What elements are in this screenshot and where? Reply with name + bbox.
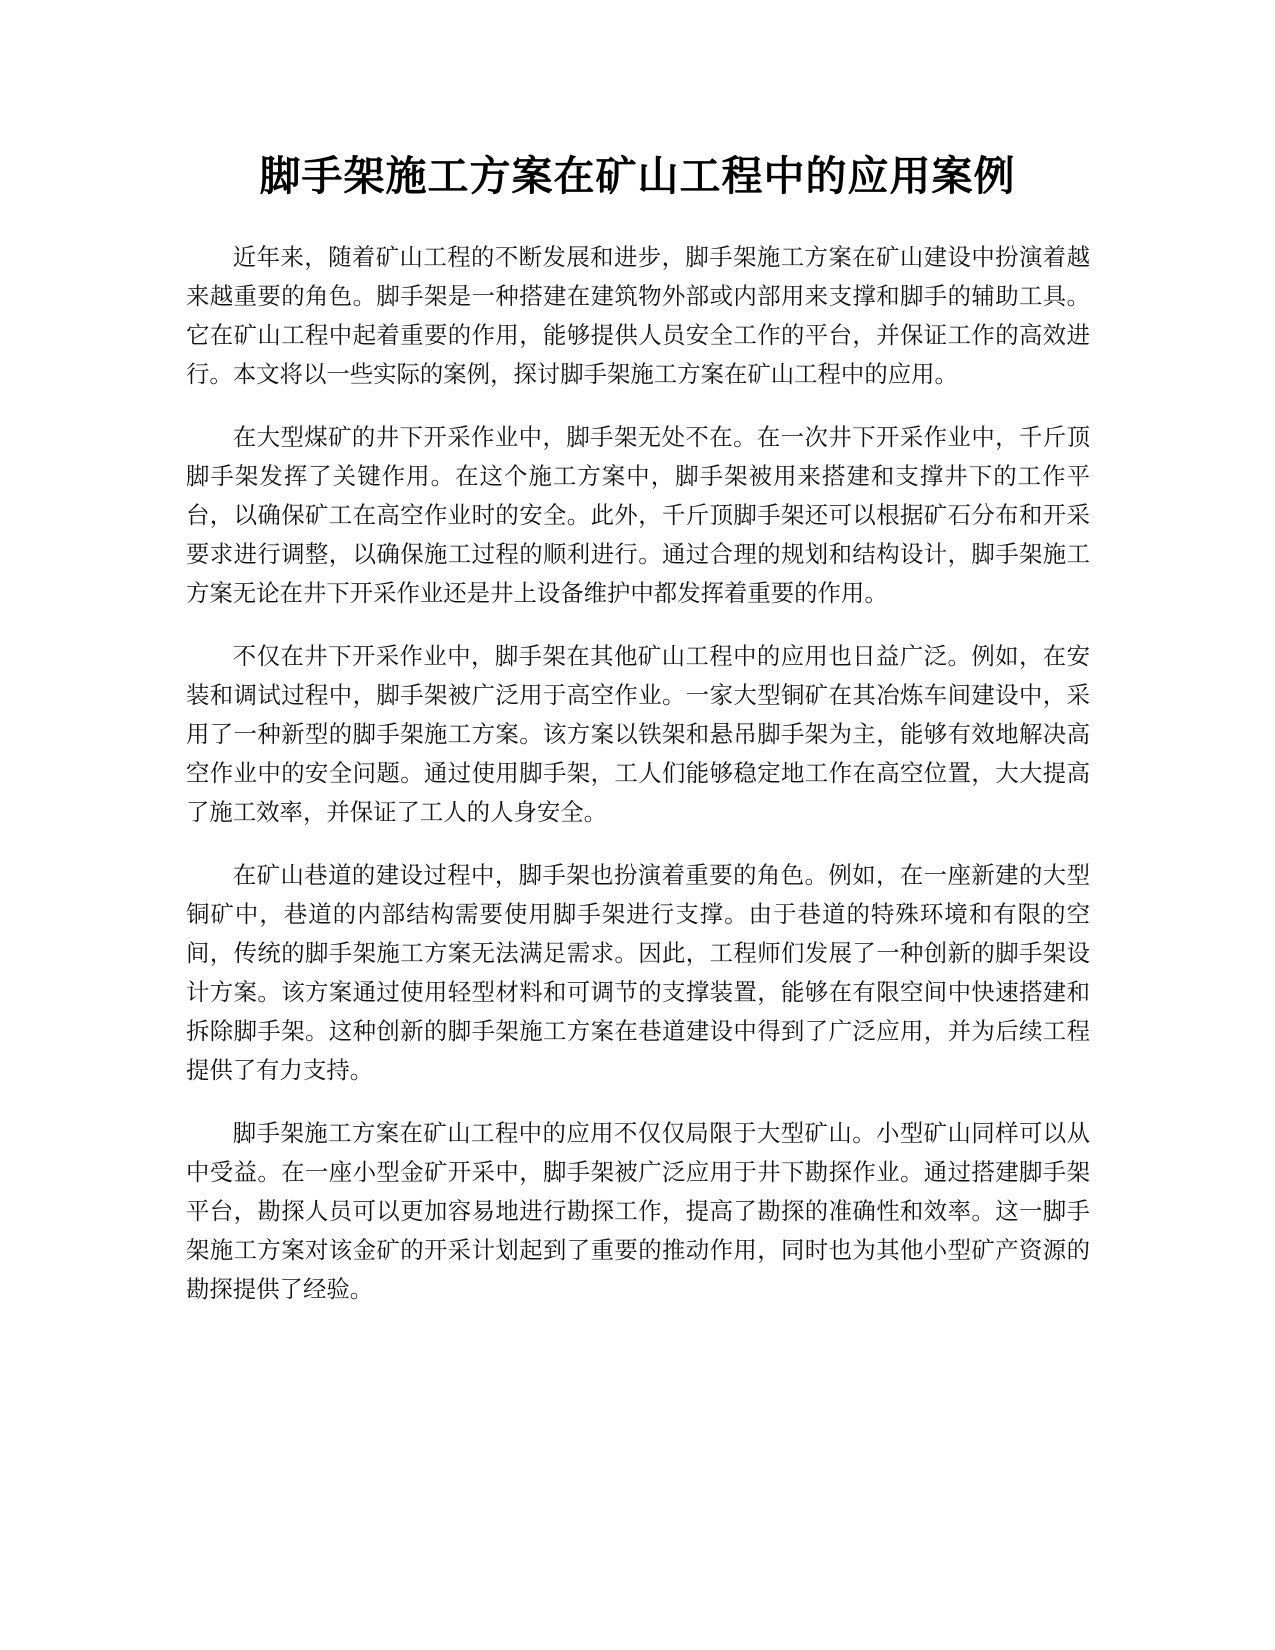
document-title: 脚手架施工方案在矿山工程中的应用案例 <box>259 152 1016 200</box>
paragraph-4: 在矿山巷道的建设过程中，脚手架也扮演着重要的角色。例如，在一座新建的大型铜矿中，巷道的内部结构需要使用脚手架进行支撑。由于巷道的特殊环境和有限的空间，传统的脚手架施工方案无法满足需求。因此，工程师们发展了一种创新的脚手架设计方案。该方案通过使用轻型材料和可调节的支撑装置，能够在有限空间中快速搭建和拆除脚手架。这种创新的脚手架施工方案在巷道建设中得到了广泛应用，并为后续工程提供了有力支持。 <box>186 861 1090 1084</box>
document-body <box>186 238 1090 1333</box>
paragraph-2: 在大型煤矿的井下开采作业中，脚手架无处不在。在一次井下开采作业中，千斤顶脚手架发挥了关键作用。在这个施工方案中，脚手架被用来搭建和支撑井下的工作平台，以确保矿工在高空作业时的安全。此外，千斤顶脚手架还可以根据矿石分布和开采要求进行调整，以确保施工过程的顺利进行。通过合理的规划和结构设计，脚手架施工方案无论在井下开采作业还是井上设备维护中都发挥着重要的作用。 <box>186 423 1090 607</box>
paragraph-1: 近年来，随着矿山工程的不断发展和进步，脚手架施工方案在矿山建设中扮演着越来越重要的角色。脚手架是一种搭建在建筑物外部或内部用来支撑和脚手的辅助工具。它在矿山工程中起着重要的作用，能够提供人员安全工作的平台，并保证工作的高效进行。本文将以一些实际的案例，探讨脚手架施工方案在矿山工程中的应用。 <box>186 243 1090 388</box>
paragraph-3: 不仅在井下开采作业中，脚手架在其他矿山工程中的应用也日益广泛。例如，在安装和调试过程中，脚手架被广泛用于高空作业。一家大型铜矿在其冶炼车间建设中，采用了一种新型的脚手架施工方案。该方案以铁架和悬吊脚手架为主，能够有效地解决高空作业中的安全问题。通过使用脚手架，工人们能够稳定地工作在高空位置，大大提高了施工效率，并保证了工人的人身安全。 <box>186 642 1090 826</box>
paragraph-5: 脚手架施工方案在矿山工程中的应用不仅仅局限于大型矿山。小型矿山同样可以从中受益。在一座小型金矿开采中，脚手架被广泛应用于井下勘探作业。通过搭建脚手架平台，勘探人员可以更加容易地进行勘探工作，提高了勘探的准确性和效率。这一脚手架施工方案对该金矿的开采计划起到了重要的推动作用，同时也为其他小型矿产资源的勘探提供了经验。 <box>186 1119 1090 1303</box>
